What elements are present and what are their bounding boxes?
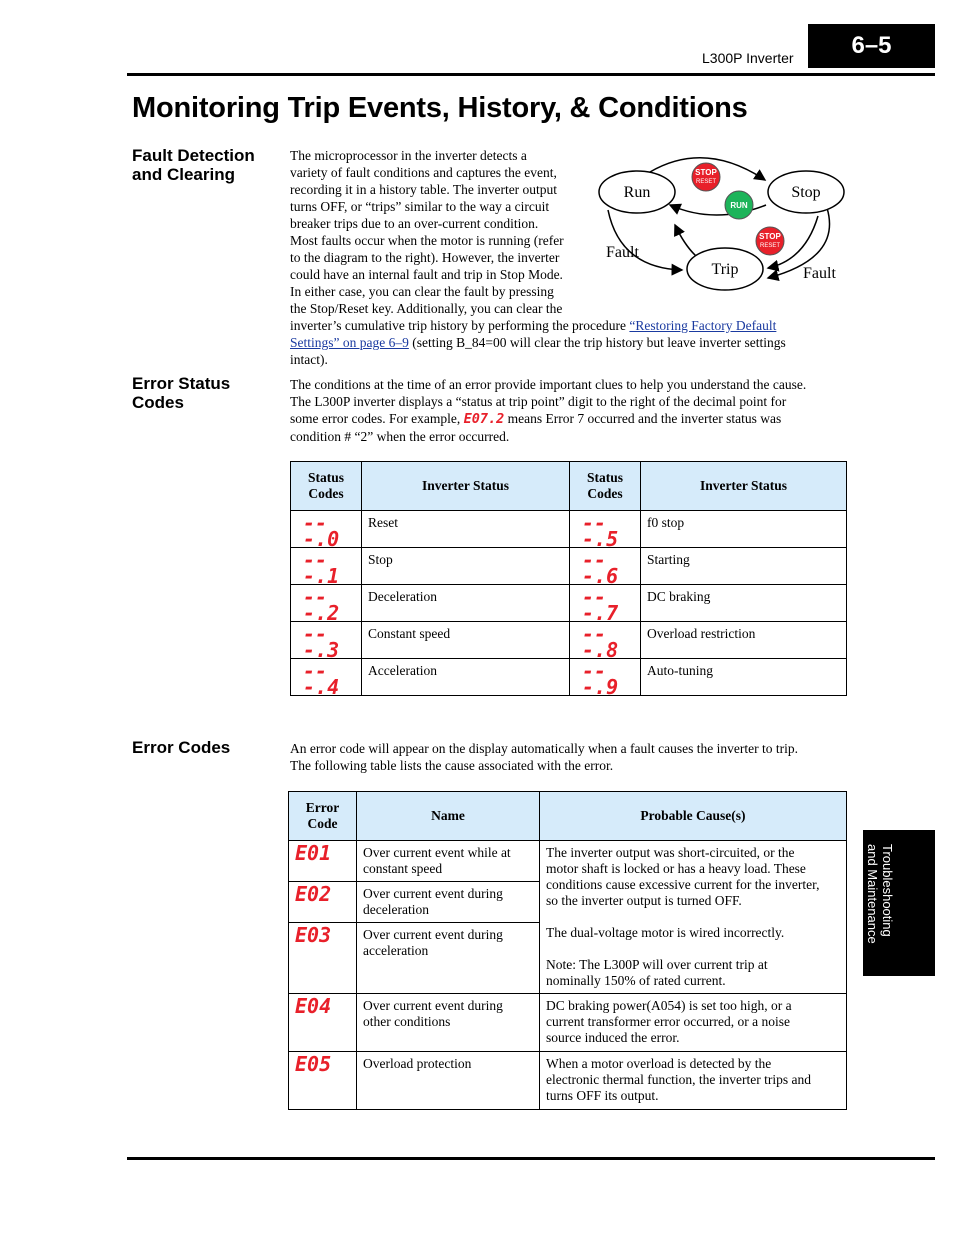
- fault-left-label: Fault: [606, 244, 639, 261]
- table-row: [291, 511, 847, 548]
- fault-line: could have an internal fault and trip in Stop Mode.: [290, 267, 563, 282]
- error-code-header: Error Code: [289, 792, 357, 841]
- status-code: ---.8: [570, 622, 641, 659]
- fault-right-label: Fault: [803, 265, 836, 282]
- status-desc: Stop: [362, 548, 570, 585]
- table-row: [291, 548, 847, 585]
- status-code: ---.0: [291, 511, 362, 548]
- restore-defaults-link[interactable]: “Restoring Factory Default: [629, 318, 777, 333]
- fault-line: to the diagram to the right). However, the inverter: [290, 250, 560, 265]
- status-code: ---.4: [291, 659, 362, 696]
- status-desc: f0 stop: [641, 511, 847, 548]
- fault-line: Most faults occur when the motor is running (refer: [290, 233, 564, 248]
- error-code: E04: [289, 994, 357, 1052]
- table-row: [291, 622, 847, 659]
- stop-key-top-text: STOP: [759, 232, 781, 241]
- inverter-status-header: Inverter Status: [362, 462, 570, 511]
- status-heading-line2: Codes: [132, 393, 184, 412]
- error-name: Over current event while at constant speed: [357, 841, 540, 882]
- status-line: The L300P inverter displays a “status at trip point” digit to the right of the decimal point for: [290, 394, 787, 409]
- status-desc: Auto-tuning: [641, 659, 847, 696]
- run-to-trip-arrow: [608, 210, 682, 270]
- stop-label: Stop: [791, 184, 821, 201]
- name-header: Name: [357, 792, 540, 841]
- fault-line: turns OFF, or “trips” similar to the way a circuit: [290, 199, 550, 214]
- status-code: ---.6: [570, 548, 641, 585]
- error-line: An error code will appear on the display automatically when a fault causes the inverter to trip.: [290, 741, 798, 756]
- trip-label: Trip: [711, 261, 739, 278]
- status-paragraph: [290, 376, 850, 445]
- status-code: ---.9: [570, 659, 641, 696]
- status-line: means Error 7 occurred and the inverter status was: [504, 411, 782, 426]
- status-code: ---.1: [291, 548, 362, 585]
- fault-line: The microprocessor in the inverter detects a: [290, 148, 527, 163]
- status-desc: Acceleration: [362, 659, 570, 696]
- status-line: some error codes. For example,: [290, 411, 464, 426]
- status-codes-table: [290, 461, 847, 699]
- status-heading: [132, 374, 282, 412]
- fault-heading-line1: Fault Detection: [132, 146, 255, 165]
- status-codes-header: Status Codes: [570, 462, 641, 511]
- status-codes-header: Status Codes: [291, 462, 362, 511]
- stop-key-bottom-text: RESET: [759, 243, 781, 249]
- fault-line: the Stop/Reset key. Additionally, you can clear the: [290, 301, 563, 316]
- error-name: Over current event during deceleration: [357, 882, 540, 923]
- status-code: ---.3: [291, 622, 362, 659]
- error-cause: The inverter output was short-circuited, or the motor shaft is locked or has a heavy load. These conditions cause excessive current for the inverter, so the inverter output is turned OFF. The dual-voltage motor is wired incorrectly. Note: The L300P will over current trip at nominally 150% of rated current.: [540, 841, 847, 994]
- error-codes-paragraph: [290, 740, 850, 774]
- error-cause: When a motor overload is detected by the electronic thermal function, the inverter trips and turns OFF its output.: [540, 1052, 847, 1110]
- status-code: ---.2: [291, 585, 362, 622]
- footer-rule: [127, 1157, 935, 1160]
- table-row: [289, 1052, 847, 1110]
- header-rule: [127, 73, 935, 76]
- table-row: [289, 841, 847, 882]
- run-label: Run: [623, 184, 651, 201]
- page-number: 6–5: [808, 24, 935, 68]
- status-desc: DC braking: [641, 585, 847, 622]
- fault-paragraph: [290, 147, 590, 317]
- run-key-text: RUN: [730, 201, 748, 210]
- fault-line: recording it in a history table. The inverter output: [290, 182, 558, 197]
- page-title: Monitoring Trip Events, History, & Conditions: [132, 92, 748, 124]
- status-desc: Starting: [641, 548, 847, 585]
- fault-text: inverter’s cumulative trip history by performing the procedure: [290, 318, 630, 333]
- error-name: Overload protection: [357, 1052, 540, 1110]
- status-desc: Overload restriction: [641, 622, 847, 659]
- status-code: ---.5: [570, 511, 641, 548]
- status-desc: Reset: [362, 511, 570, 548]
- error-codes-table: [288, 791, 847, 1110]
- error-codes-heading: Error Codes: [132, 738, 231, 757]
- error-cause: DC braking power(A054) is set too high, or a current transformer error occurred, or a noise source induced the error.: [540, 994, 847, 1052]
- fault-text: intact).: [290, 352, 328, 367]
- status-line: condition # “2” when the error occurred.: [290, 429, 510, 444]
- error-name: Over current event during other conditions: [357, 994, 540, 1052]
- error-code: E01: [289, 841, 357, 882]
- stop-key-top-text: STOP: [695, 168, 717, 177]
- fault-line: breaker trips due to an over-current condition.: [290, 216, 539, 231]
- restore-defaults-link-cont[interactable]: Settings” on page 6–9: [290, 335, 409, 350]
- error-code: E03: [289, 923, 357, 994]
- example-error-code: E07.2: [463, 411, 505, 427]
- status-heading-line1: Error Status: [132, 374, 231, 393]
- stop-key-bottom-text: RESET: [695, 179, 717, 185]
- status-line: The conditions at the time of an error provide important clues to help you understand the cause.: [290, 377, 807, 392]
- status-desc: Deceleration: [362, 585, 570, 622]
- fault-line: variety of fault conditions and captures the event,: [290, 165, 557, 180]
- fault-heading-line2: and Clearing: [132, 165, 235, 184]
- probable-cause-header: Probable Cause(s): [540, 792, 847, 841]
- error-code: E05: [289, 1052, 357, 1110]
- section-tab-label: Troubleshooting and Maintenance: [865, 844, 895, 944]
- status-desc: Constant speed: [362, 622, 570, 659]
- header-product: L300P Inverter: [702, 50, 794, 66]
- fault-heading: [132, 146, 282, 184]
- state-diagram: [590, 150, 860, 300]
- table-row: [289, 994, 847, 1052]
- fault-text: (setting B_84=00 will clear the trip history but leave inverter settings: [408, 335, 786, 350]
- error-name: Over current event during acceleration: [357, 923, 540, 994]
- error-code: E02: [289, 882, 357, 923]
- inverter-status-header: Inverter Status: [641, 462, 847, 511]
- table-row: [291, 659, 847, 696]
- error-line: The following table lists the cause associated with the error.: [290, 758, 614, 773]
- status-code: ---.7: [570, 585, 641, 622]
- fault-paragraph-tail: [290, 317, 850, 368]
- fault-line: In either case, you can clear the fault by pressing: [290, 284, 554, 299]
- table-row: [291, 585, 847, 622]
